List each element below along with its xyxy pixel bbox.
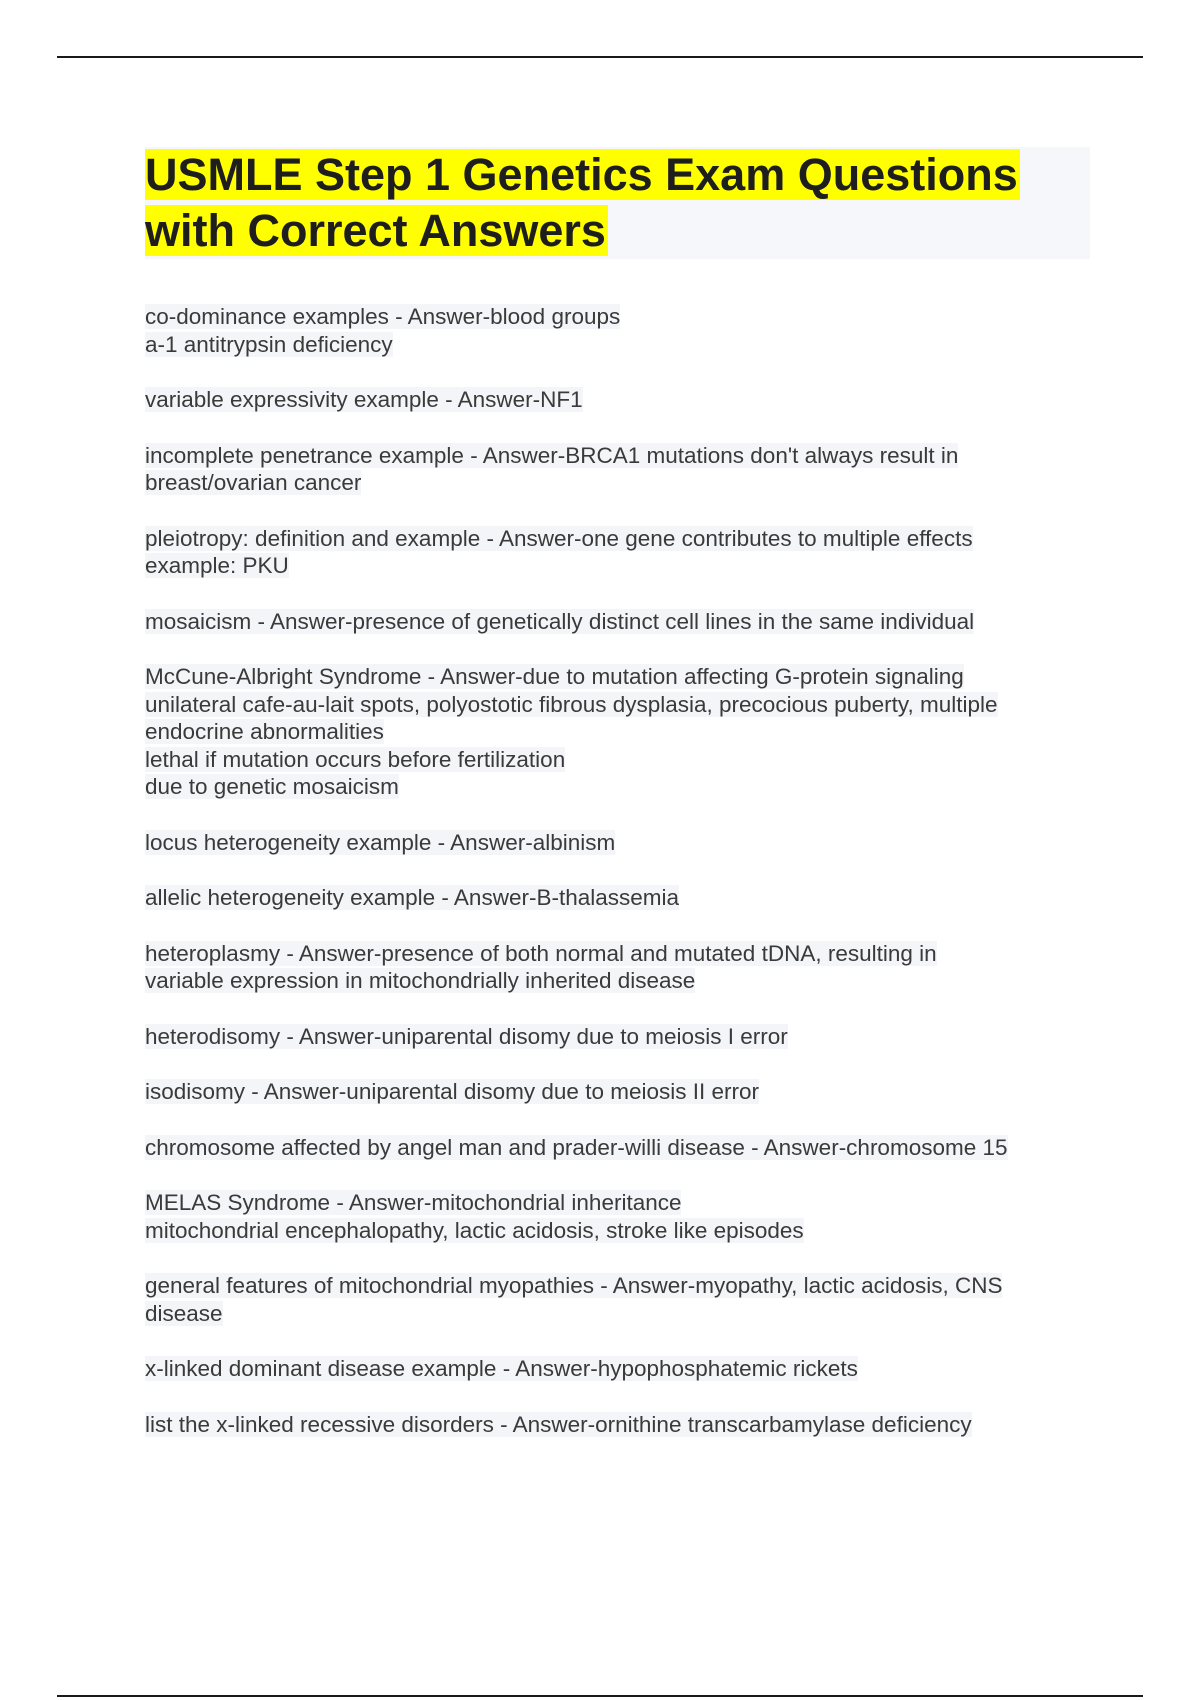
qa-line [145,1355,1095,1383]
qa-line-text: a-1 antitrypsin deficiency [145,331,393,357]
qa-entry [145,1411,1095,1439]
qa-line [145,1217,1095,1245]
qa-line [145,469,1095,497]
qa-line [145,608,1095,636]
qa-line [145,773,1095,801]
top-divider [57,56,1143,58]
qa-entry [145,1134,1095,1162]
qa-line [145,525,1095,553]
qa-line [145,746,1095,774]
qa-line-text: MELAS Syndrome - Answer-mitochondrial inheritance [145,1190,682,1215]
qa-line [145,1411,1095,1439]
qa-line-text: x-linked dominant disease example - Answer-hypophosphatemic rickets [145,1356,858,1381]
qa-line-text: co-dominance examples - Answer-blood groups [145,304,621,329]
qa-line [145,829,1095,857]
qa-line [145,303,1095,331]
qa-line [145,1134,1095,1162]
qa-line-text: general features of mitochondrial myopathies - Answer-myopathy, lactic acidosis, CNS [145,1273,1003,1298]
qa-line [145,663,1095,691]
qa-entry [145,525,1095,580]
qa-line [145,1078,1095,1106]
qa-line [145,442,1095,470]
qa-line-text: due to genetic mosaicism [145,774,399,799]
qa-line [145,1272,1095,1300]
qa-entry [145,940,1095,995]
qa-entry [145,1272,1095,1327]
qa-line [145,691,1095,719]
qa-line-text: unilateral cafe-au-lait spots, polyostotic fibrous dysplasia, precocious puberty, multiple [145,691,998,717]
qa-line-text: heteroplasmy - Answer-presence of both normal and mutated tDNA, resulting in [145,940,937,966]
qa-line-text: chromosome affected by angel man and prader-willi disease - Answer-chromosome 15 [145,1134,1008,1160]
qa-line-text: mosaicism - Answer-presence of genetically distinct cell lines in the same individual [145,608,975,634]
qa-line-text: endocrine abnormalities [145,719,384,744]
qa-line [145,940,1095,968]
qa-line [145,331,1095,359]
qa-entry [145,303,1095,358]
title-highlight: USMLE Step 1 Genetics Exam Questions with Correct Answers [145,149,1018,256]
qa-line-text: mitochondrial encephalopathy, lactic acidosis, stroke like episodes [145,1217,804,1243]
qa-list [145,303,1095,1466]
qa-entry [145,663,1095,801]
qa-entry [145,1078,1095,1106]
qa-line [145,1189,1095,1217]
qa-line [145,1300,1095,1328]
qa-line-text: disease [145,1300,223,1326]
qa-entry [145,1023,1095,1051]
qa-line-text: allelic heterogeneity example - Answer-B-thalassemia [145,885,680,910]
bottom-divider [57,1695,1143,1697]
qa-line [145,386,1095,414]
qa-line-text: variable expression in mitochondrially inherited disease [145,968,696,993]
qa-line-text: McCune-Albright Syndrome - Answer-due to mutation affecting G-protein signaling [145,664,964,689]
qa-line-text: breast/ovarian cancer [145,470,362,495]
qa-line-text: locus heterogeneity example - Answer-albinism [145,829,616,855]
title-block [145,147,1090,259]
qa-line [145,718,1095,746]
qa-line [145,552,1095,580]
qa-line-text: lethal if mutation occurs before fertilization [145,746,566,772]
qa-line [145,1023,1095,1051]
qa-line-text: incomplete penetrance example - Answer-BRCA1 mutations don't always result in [145,442,959,468]
qa-line [145,967,1095,995]
qa-entry [145,884,1095,912]
qa-entry [145,1355,1095,1383]
qa-line [145,884,1095,912]
qa-line-text: isodisomy - Answer-uniparental disomy due to meiosis II error [145,1079,759,1104]
qa-line-text: variable expressivity example - Answer-NF1 [145,387,583,412]
page-title [145,147,1090,259]
qa-line-text: example: PKU [145,553,289,578]
qa-line-text: list the x-linked recessive disorders - Answer-ornithine transcarbamylase deficiency [145,1411,972,1437]
qa-entry [145,1189,1095,1244]
qa-entry [145,608,1095,636]
qa-entry [145,386,1095,414]
qa-entry [145,829,1095,857]
qa-entry [145,442,1095,497]
qa-line-text: heterodisomy - Answer-uniparental disomy due to meiosis I error [145,1023,788,1049]
qa-line-text: pleiotropy: definition and example - Answer-one gene contributes to multiple effects [145,525,973,551]
